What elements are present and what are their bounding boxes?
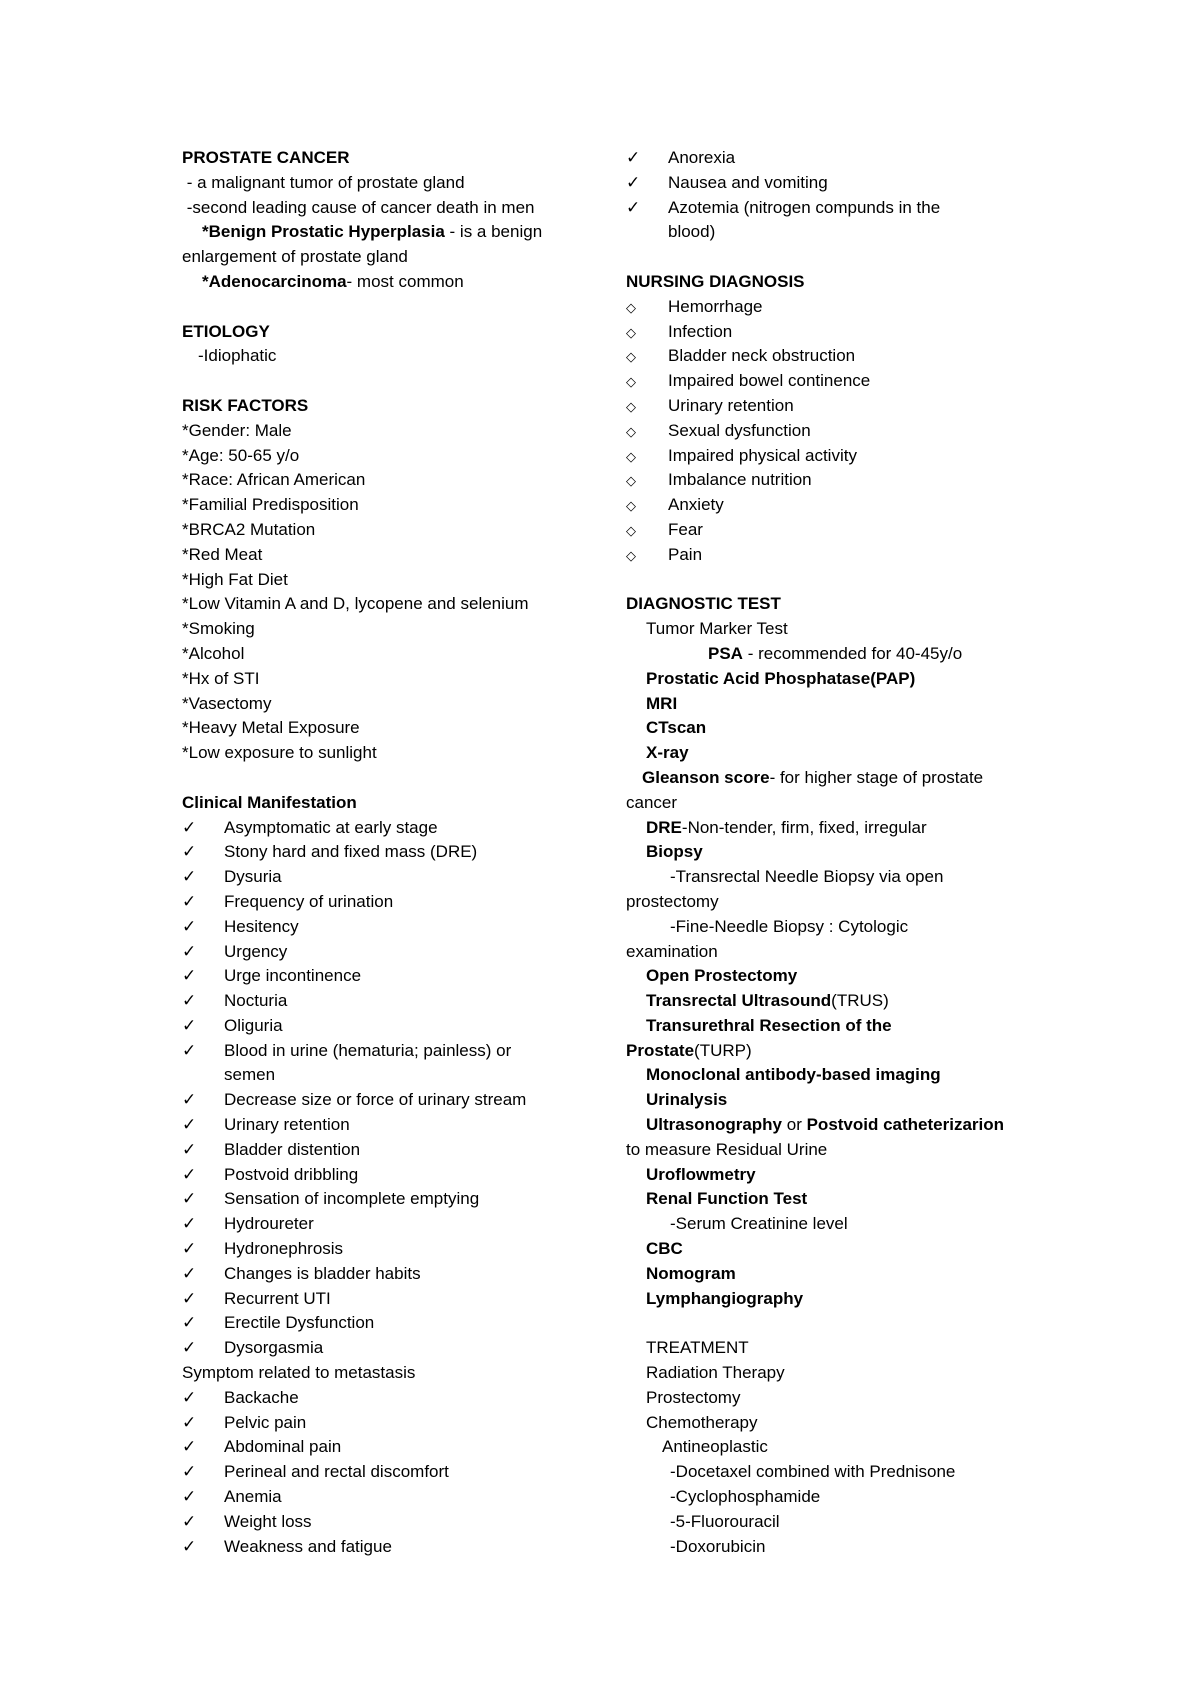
risk-item: *High Fat Diet (182, 569, 288, 589)
gleason-term: Gleanson score (642, 767, 770, 787)
check-icon: ✓ (182, 1511, 197, 1531)
risk-item: *Red Meat (182, 544, 263, 564)
bph-line (182, 220, 602, 245)
item-text: Changes is bladder habits (224, 1263, 421, 1283)
check-icon: ✓ (182, 1090, 197, 1110)
check-icon: ✓ (626, 172, 641, 192)
check-icon: ✓ (182, 817, 197, 837)
list-item (626, 394, 1046, 419)
list-item (182, 1039, 602, 1064)
dre-line (626, 816, 1046, 841)
item-text: Urge incontinence (224, 966, 362, 986)
treatment-item: Prostectomy (646, 1387, 741, 1407)
turp-continuation (626, 1039, 1046, 1064)
check-icon: ✓ (182, 1437, 197, 1457)
check-icon: ✓ (182, 966, 197, 986)
item-text: Pain (668, 544, 703, 564)
list-item (182, 940, 602, 965)
check-icon: ✓ (182, 1338, 197, 1358)
list-item (626, 295, 1046, 320)
list-item (182, 1460, 602, 1485)
diamond-icon: ◇ (626, 299, 636, 315)
turp-text: (TURP) (694, 1040, 752, 1060)
list-item (626, 320, 1046, 345)
psa-term: PSA (708, 643, 743, 663)
turp-line: Transurethral Resection of the (646, 1015, 892, 1035)
list-item (626, 419, 1046, 444)
definition-line: - a malignant tumor of prostate gland (182, 172, 465, 192)
list-item (182, 1088, 602, 1113)
treatment-item: Chemotherapy (646, 1412, 758, 1432)
check-icon: ✓ (182, 1487, 197, 1507)
dre-term: DRE (646, 817, 682, 837)
diamond-icon: ◇ (626, 349, 636, 365)
list-item (182, 1262, 602, 1287)
list-item-continuation: semen (224, 1065, 276, 1085)
check-icon: ✓ (626, 197, 641, 217)
check-icon: ✓ (182, 1313, 197, 1333)
xray-test: X-ray (646, 743, 689, 763)
item-text: Postvoid dribbling (224, 1164, 359, 1184)
risk-list (182, 419, 602, 766)
check-icon: ✓ (182, 1387, 197, 1407)
list-item (182, 1113, 602, 1138)
serum-creatinine: -Serum Creatinine level (670, 1214, 848, 1234)
item-text: Oliguria (224, 1015, 283, 1035)
check-icon: ✓ (182, 1462, 197, 1482)
risk-item: *Alcohol (182, 643, 245, 663)
check-icon: ✓ (182, 1263, 197, 1283)
check-icon: ✓ (182, 891, 197, 911)
item-text: Asymptomatic at early stage (224, 817, 438, 837)
diamond-icon: ◇ (626, 448, 636, 464)
list-item (182, 964, 602, 989)
list-item (182, 816, 602, 841)
biopsy-method: -Transrectal Needle Biopsy via open (670, 867, 944, 887)
item-text: Imbalance nutrition (668, 470, 812, 490)
diagnostic-heading: DIAGNOSTIC TEST (626, 594, 781, 614)
item-text: Anemia (224, 1487, 282, 1507)
ultrasonography-line (626, 1113, 1046, 1138)
bph-continuation: enlargement of prostate gland (182, 247, 408, 267)
item-text: Weakness and fatigue (224, 1536, 392, 1556)
list-item (182, 1411, 602, 1436)
item-text: Dysuria (224, 867, 282, 887)
gleason-text: - for higher stage of prostate (769, 767, 984, 787)
check-icon: ✓ (182, 1288, 197, 1308)
postvoid-term: Postvoid catheterizarion (806, 1115, 1005, 1135)
diamond-icon: ◇ (626, 473, 636, 489)
biopsy-method: -Fine-Needle Biopsy : Cytologic (670, 916, 909, 936)
drug-item: -Docetaxel combined with Prednisone (670, 1462, 956, 1482)
ultra-or: or (782, 1115, 807, 1135)
check-icon: ✓ (182, 991, 197, 1011)
item-text: Bladder distention (224, 1139, 361, 1159)
item-text: Pelvic pain (224, 1412, 307, 1432)
biopsy-method-continuation: prostectomy (626, 891, 719, 911)
clinical-list (182, 816, 602, 1362)
list-item (626, 493, 1046, 518)
list-item (182, 865, 602, 890)
item-text: Nocturia (224, 991, 288, 1011)
item-text: Frequency of urination (224, 891, 394, 911)
list-item (626, 344, 1046, 369)
list-item (182, 1510, 602, 1535)
item-text: Urinary retention (668, 395, 794, 415)
biopsy-method-continuation: examination (626, 941, 718, 961)
item-text: Hesitency (224, 916, 299, 936)
list-item (182, 840, 602, 865)
list-item (182, 915, 602, 940)
risk-item: *Low exposure to sunlight (182, 743, 377, 763)
risk-item: *Smoking (182, 619, 255, 639)
list-item (182, 1287, 602, 1312)
antineoplastic-label: Antineoplastic (662, 1437, 768, 1457)
uroflowmetry-test: Uroflowmetry (646, 1164, 756, 1184)
list-item (182, 1435, 602, 1460)
check-icon: ✓ (182, 1115, 197, 1135)
item-text: Nausea and vomiting (668, 172, 828, 192)
tumor-marker: Tumor Marker Test (646, 619, 788, 639)
item-text: Decrease size or force of urinary stream (224, 1090, 527, 1110)
item-text: Urinary retention (224, 1115, 350, 1135)
list-item (182, 1386, 602, 1411)
list-item (182, 1014, 602, 1039)
left-column (182, 146, 602, 1559)
check-icon: ✓ (182, 842, 197, 862)
item-text: Anxiety (668, 495, 724, 515)
list-item (626, 196, 1046, 221)
diamond-icon: ◇ (626, 498, 636, 514)
check-icon: ✓ (182, 941, 197, 961)
nursing-list (626, 295, 1046, 568)
item-text: Infection (668, 321, 733, 341)
list-item (626, 444, 1046, 469)
item-text: Erectile Dysfunction (224, 1313, 375, 1333)
dre-text: -Non-tender, firm, fixed, irregular (681, 817, 927, 837)
etiology-value: -Idiophatic (198, 346, 277, 366)
check-icon: ✓ (182, 916, 197, 936)
list-item (182, 1311, 602, 1336)
check-icon: ✓ (182, 1189, 197, 1209)
trus-text: (TRUS) (831, 991, 889, 1011)
diamond-icon: ◇ (626, 374, 636, 390)
gleason-continuation: cancer (626, 792, 678, 812)
item-text: Anorexia (668, 148, 736, 167)
risk-item: *BRCA2 Mutation (182, 519, 316, 539)
open-prostectomy: Open Prostectomy (646, 966, 798, 986)
item-text: Blood in urine (hematuria; painless) or (224, 1040, 512, 1060)
list-item (182, 1212, 602, 1237)
ct-test: CTscan (646, 718, 707, 738)
mri-test: MRI (646, 693, 678, 713)
nursing-heading: NURSING DIAGNOSIS (626, 271, 805, 291)
list-item (182, 1485, 602, 1510)
risk-item: *Heavy Metal Exposure (182, 718, 360, 738)
item-text: Hydroureter (224, 1214, 314, 1234)
item-text: Abdominal pain (224, 1437, 342, 1457)
clinical-heading: Clinical Manifestation (182, 792, 357, 812)
ultra-term: Ultrasonography (646, 1115, 783, 1135)
doc-title: PROSTATE CANCER (182, 148, 350, 167)
check-icon: ✓ (182, 1536, 197, 1556)
list-item-continuation: blood) (668, 222, 716, 242)
item-text: Stony hard and fixed mass (DRE) (224, 842, 478, 862)
check-icon: ✓ (182, 1015, 197, 1035)
list-item (182, 1138, 602, 1163)
list-item (626, 146, 1046, 171)
renal-test: Renal Function Test (646, 1189, 808, 1209)
item-text: Backache (224, 1387, 299, 1407)
adeno-line (182, 270, 602, 295)
check-icon: ✓ (182, 867, 197, 887)
list-item (626, 171, 1046, 196)
right-column (626, 146, 1046, 1559)
check-icon: ✓ (182, 1214, 197, 1234)
treatment-item: Radiation Therapy (646, 1363, 785, 1383)
list-item (626, 369, 1046, 394)
bph-text: - is a benign (444, 222, 543, 242)
turp-term: Prostate (626, 1040, 695, 1060)
list-item (182, 1237, 602, 1262)
item-text: Hydronephrosis (224, 1239, 344, 1259)
item-text: Bladder neck obstruction (668, 346, 856, 366)
item-text: Impaired bowel continence (668, 371, 871, 391)
bph-term: *Benign Prostatic Hyperplasia (202, 222, 445, 242)
trus-term: Transrectal Ultrasound (646, 991, 832, 1011)
item-text: Recurrent UTI (224, 1288, 331, 1308)
definition-line: -second leading cause of cancer death in men (182, 197, 535, 217)
list-item (182, 989, 602, 1014)
check-icon: ✓ (626, 148, 641, 167)
item-text: Impaired physical activity (668, 445, 857, 465)
ultrasonography-continuation: to measure Residual Urine (626, 1139, 828, 1159)
risk-item: *Vasectomy (182, 693, 272, 713)
adeno-term: *Adenocarcinoma (202, 271, 347, 291)
item-text: Sensation of incomplete emptying (224, 1189, 480, 1209)
biopsy-test: Biopsy (646, 842, 703, 862)
nomogram-test: Nomogram (646, 1263, 736, 1283)
check-icon: ✓ (182, 1164, 197, 1184)
item-text: Dysorgasmia (224, 1338, 324, 1358)
risk-heading: RISK FACTORS (182, 395, 309, 415)
list-item (182, 890, 602, 915)
check-icon: ✓ (182, 1412, 197, 1432)
list-item (182, 1535, 602, 1560)
monoclonal-test: Monoclonal antibody-based imaging (646, 1065, 941, 1085)
list-item (626, 518, 1046, 543)
cbc-test: CBC (646, 1239, 683, 1259)
pap-test: Prostatic Acid Phosphatase(PAP) (646, 668, 916, 688)
item-text: Hemorrhage (668, 296, 763, 316)
item-text: Weight loss (224, 1511, 312, 1531)
drug-item: -Doxorubicin (670, 1536, 766, 1556)
risk-item: *Low Vitamin A and D, lycopene and selenium (182, 594, 529, 614)
treatment-heading: TREATMENT (646, 1338, 749, 1358)
list-item (182, 1187, 602, 1212)
risk-item: *Gender: Male (182, 420, 292, 440)
diamond-icon: ◇ (626, 423, 636, 439)
risk-item: *Age: 50-65 y/o (182, 445, 300, 465)
list-item (182, 1163, 602, 1188)
check-icon: ✓ (182, 1040, 197, 1060)
urinalysis-test: Urinalysis (646, 1090, 728, 1110)
drug-item: -5-Fluorouracil (670, 1511, 780, 1531)
diamond-icon: ◇ (626, 547, 636, 563)
item-text: Perineal and rectal discomfort (224, 1462, 449, 1482)
diamond-icon: ◇ (626, 398, 636, 414)
risk-item: *Race: African American (182, 470, 366, 490)
etiology-heading: ETIOLOGY (182, 321, 270, 341)
psa-line (626, 642, 1046, 667)
trus-line (626, 989, 1046, 1014)
item-text: Sexual dysfunction (668, 420, 811, 440)
list-item (626, 468, 1046, 493)
risk-item: *Familial Predisposition (182, 495, 359, 515)
drug-item: -Cyclophosphamide (670, 1487, 821, 1507)
adeno-text: - most common (346, 271, 464, 291)
risk-item: *Hx of STI (182, 668, 260, 688)
item-text: Fear (668, 519, 703, 539)
diamond-icon: ◇ (626, 522, 636, 538)
list-item (182, 1336, 602, 1361)
gleason-line (626, 766, 1046, 791)
check-icon: ✓ (182, 1139, 197, 1159)
psa-text: - recommended for 40-45y/o (742, 643, 963, 663)
item-text: Azotemia (nitrogen compunds in the (668, 197, 941, 217)
metastasis-list (182, 1386, 602, 1560)
item-text: Urgency (224, 941, 288, 961)
lymphangiography-test: Lymphangiography (646, 1288, 804, 1308)
metastasis-heading: Symptom related to metastasis (182, 1363, 416, 1383)
diamond-icon: ◇ (626, 324, 636, 340)
check-icon: ✓ (182, 1239, 197, 1259)
list-item (626, 543, 1046, 568)
